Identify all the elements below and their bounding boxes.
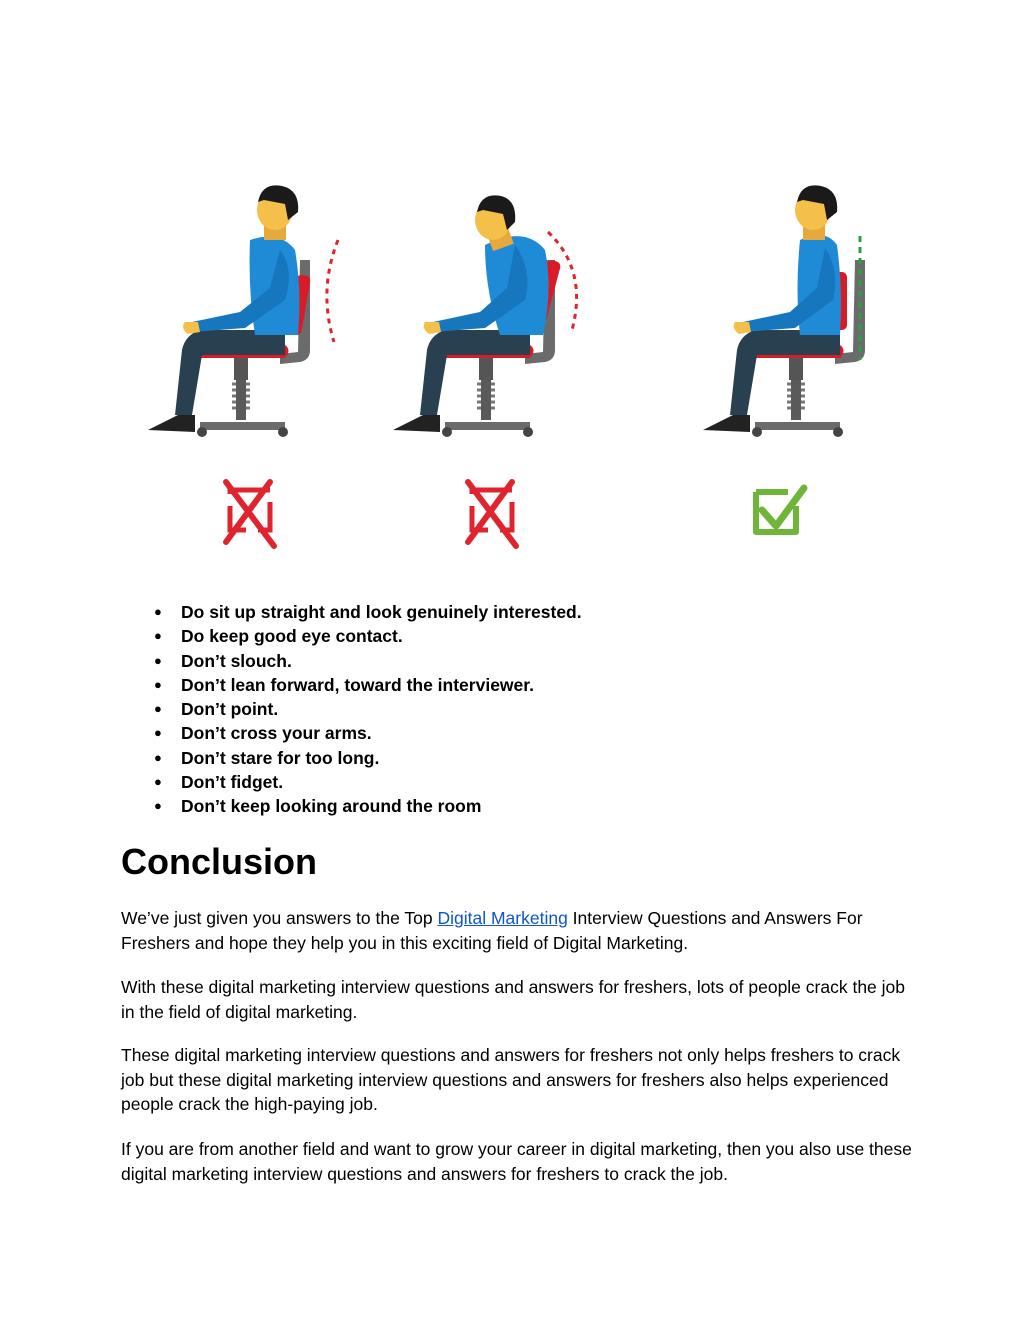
conclusion-paragraph-2: With these digital marketing interview questions and answers for freshers, lots of people crack the job in the field of digital marketing. — [121, 977, 905, 1022]
conclusion-heading: Conclusion — [121, 841, 317, 882]
bullet-icon: ● — [154, 774, 162, 790]
cross-mark-icon — [226, 482, 274, 546]
bullet-icon: ● — [154, 652, 162, 668]
check-mark-icon — [756, 488, 804, 532]
paragraph-text: We’ve just given you answers to the Top — [121, 908, 438, 928]
list-item — [121, 794, 582, 818]
cross-mark-icon — [468, 482, 516, 546]
tip-text: Don’t stare for too long. — [181, 747, 380, 768]
tip-text: Do keep good eye contact. — [181, 626, 403, 647]
list-item — [121, 746, 582, 770]
bullet-icon: ● — [154, 628, 162, 644]
paragraph-text: Interview Questions and Answers For Freshers and hope they help you in this exciting field of Digital Marketing. — [121, 908, 863, 953]
list-item — [121, 673, 582, 697]
bullet-icon: ● — [154, 798, 162, 814]
posture-tips-list — [121, 600, 582, 819]
tip-text: Don’t keep looking around the room — [181, 796, 482, 817]
conclusion-paragraph-4: If you are from another field and want to grow your career in digital marketing, then you also use these digital marketing interview questions and answers for freshers to crack the job. — [121, 1139, 912, 1184]
conclusion-paragraph-3: These digital marketing interview questions and answers for freshers not only helps freshers to crack job but these digital marketing interview questions and answers for freshers also helps experienced people crack the high-paying job. — [121, 1045, 901, 1114]
list-item — [121, 721, 582, 745]
tip-text: Don’t lean forward, toward the interviewer. — [181, 674, 534, 695]
tip-text: Don’t slouch. — [181, 650, 292, 671]
bullet-icon: ● — [154, 701, 162, 717]
posture-figure-1 — [148, 185, 311, 437]
list-item — [121, 649, 582, 673]
posture-figure-3 — [703, 185, 865, 437]
tip-text: Don’t point. — [181, 699, 279, 720]
bullet-icon: ● — [154, 676, 162, 692]
bullet-icon: ● — [154, 725, 162, 741]
bullet-icon: ● — [154, 604, 162, 619]
list-item — [121, 697, 582, 721]
tip-text: Don’t cross your arms. — [181, 723, 372, 744]
bullet-icon: ● — [154, 749, 162, 765]
list-item — [121, 624, 582, 648]
tip-text: Don’t fidget. — [181, 772, 284, 793]
posture-figure-2 — [393, 195, 562, 437]
sitting-posture-illustration — [0, 0, 1024, 580]
list-item — [121, 770, 582, 794]
tip-text: Do sit up straight and look genuinely interested. — [181, 602, 582, 622]
digital-marketing-link[interactable]: Digital Marketing — [437, 908, 568, 928]
list-item — [121, 600, 582, 624]
conclusion-paragraph-1 — [121, 906, 921, 955]
